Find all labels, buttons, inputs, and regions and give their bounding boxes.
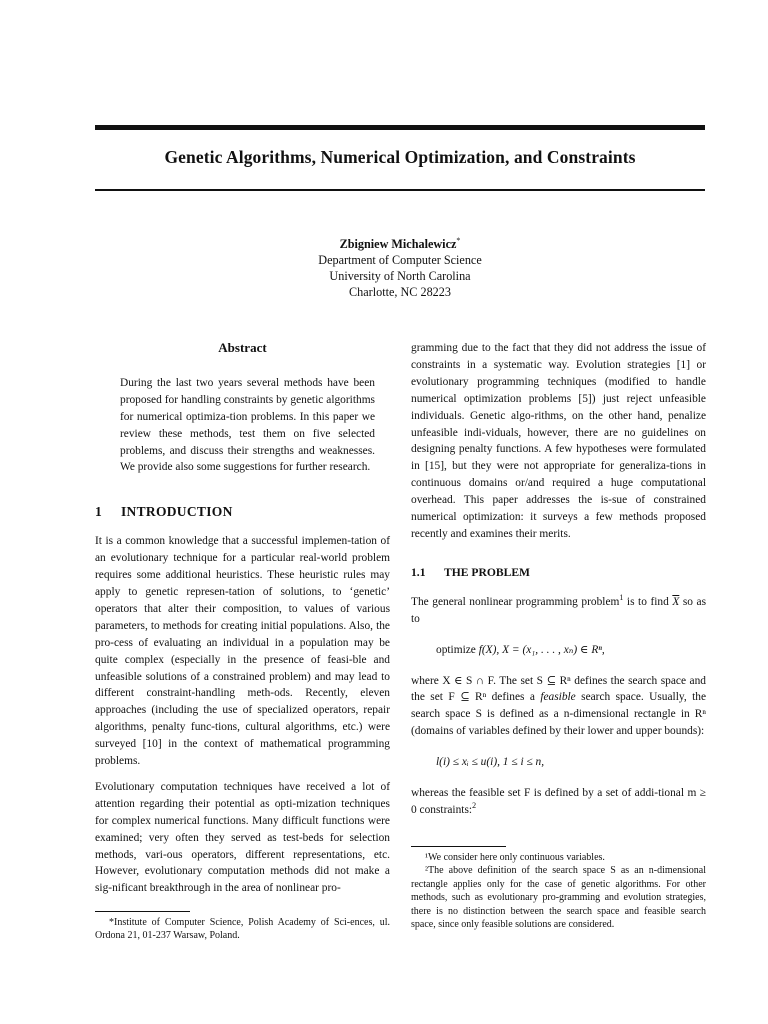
problem-text: whereas the feasible set F is defined by a set of addi-tional m ≥ 0 constraints: [411,787,706,816]
right-column [411,340,706,819]
problem-paragraph-2 [411,673,706,741]
author-university: University of North Carolina [329,269,471,283]
intro-paragraph-1: It is a common knowledge that a successful implemen-tation of an evolutionary technique for a particular real-world problem requires some additional heuristics. These heuristic rules may apply to genetic represen-tation of solutions, to ‘genetic’ operators that alter their composition, to values of various parameters, to methods for creating initial populations. Also, the pro-cess of evaluating an individual in a population may be quite complex (especially in the presence of feasi-ble and unfeasible solutions of a constrained problem) and may lead to different constraint-handling meth-ods. Recently, eleven approaches (including the use of specialized operators, repair algorithms, penalty func-tions, cultural algorithms, etc.) were surveyed [10] in the context of mathematical programming problems. [95,535,390,768]
author-mark: * [456,235,461,245]
footnote-right [411,846,706,931]
equation-optimize [436,642,706,659]
problem-paragraph-1 [411,594,706,628]
title-rule [95,189,705,191]
section-title: INTRODUCTION [121,504,233,520]
subsection-title: THE PROBLEM [444,565,530,579]
problem-text: so as to [411,595,707,625]
left-column [95,340,390,897]
problem-text: is to find [623,595,673,608]
equation-bounds: l(i) ≤ xᵢ ≤ u(i), 1 ≤ i ≤ n, [436,756,545,769]
subsection-heading [411,565,706,582]
intro-paragraph-2: Evolutionary computation techniques have received a lot of attention regarding their potential as opti-mization techniques for complex numerical functions. Many difficult functions were examined; very often they served as test-beds for selection methods, vari-ous operators, different representations, etc. However, evolutionary computation methods did not make a sig-nificant breakthrough in the area of nonlinear pro- [95,780,390,895]
paper-title: Genetic Algorithms, Numerical Optimization, and Constraints [164,147,636,167]
variable-x: $\overline{X}$ [672,595,680,608]
footnote-1: ¹We consider here only continuous variables. [425,852,605,863]
footnote-affiliation: *Institute of Computer Science, Polish Academy of Sci-ences, ul. Ordona 21, 01-237 Warsaw, Poland. [95,917,390,942]
footnote-rule [411,846,506,847]
author-block [95,236,705,300]
problem-text: search space. Usually, the search space S is defined as a n-dimensional rectangle in Rⁿ (domains of variables defined by their lower and upper bounds): [411,691,706,738]
intro-paragraph-2-continued: gramming due to the fact that they did not address the issue of constraints in a systematic way. Evolution strategies [1] or evolutionary programming techniques (modified to handle numerical optimization problems [5]) just reject unfeasible individuals. Genetic algo-rithms, on the other hand, penalize unfeasible indi-viduals, however, there are no guidelines on designing penalty functions. A few hypotheses were formulated in [15], but they were not appropriate for generaliza-tions in continuous domains or/and required a huge computational overhead. This paper addresses the is-sue of constrained numerical optimization: it surveys a few methods proposed recently and examines their merits. [411,342,706,540]
feasible-emphasis: feasible [540,691,576,704]
subsection-number: 1.1 [411,565,426,579]
section-heading [95,504,390,521]
author-location: Charlotte, NC 28223 [349,285,451,299]
author-department: Department of Computer Science [318,253,482,267]
abstract-body: During the last two years several methods have been proposed for handling constraints by genetic algorithms for numerical optimiza-tion problems. In this paper we review these methods, test them on five selected problems, and discuss their strengths and weaknesses. We provide also some suggestions for further research. [120,376,375,474]
section-number: 1 [95,504,103,520]
equation-body: f(X), X = (x₁, . . . , xₙ) ∈ Rⁿ, [478,643,605,656]
equation-label: optimize [436,643,479,656]
problem-text: where X ∈ S ∩ F. The set S ⊆ Rⁿ defines the search space and the set F ⊆ Rⁿ defines a [411,674,706,704]
problem-text: The general nonlinear programming problem [411,595,620,608]
author-name: Zbigniew Michalewicz [339,237,457,251]
top-rule [95,125,705,130]
footnote-ref-2: 2 [472,801,477,811]
abstract-heading: Abstract [218,340,267,355]
footnote-ref-1: 1 [619,592,624,602]
footnote-left [95,911,390,943]
footnote-2: ²The above definition of the search space S as an n-dimensional rectangle applies only for the case of genetic algorithms. For other methods, such as evolutionary pro-gramming and evolution strategies, there is no distinction between the search space and feasible search space, since only feasible solutions are considered. [411,865,706,931]
problem-paragraph-3 [411,785,706,819]
footnote-rule [95,911,190,912]
